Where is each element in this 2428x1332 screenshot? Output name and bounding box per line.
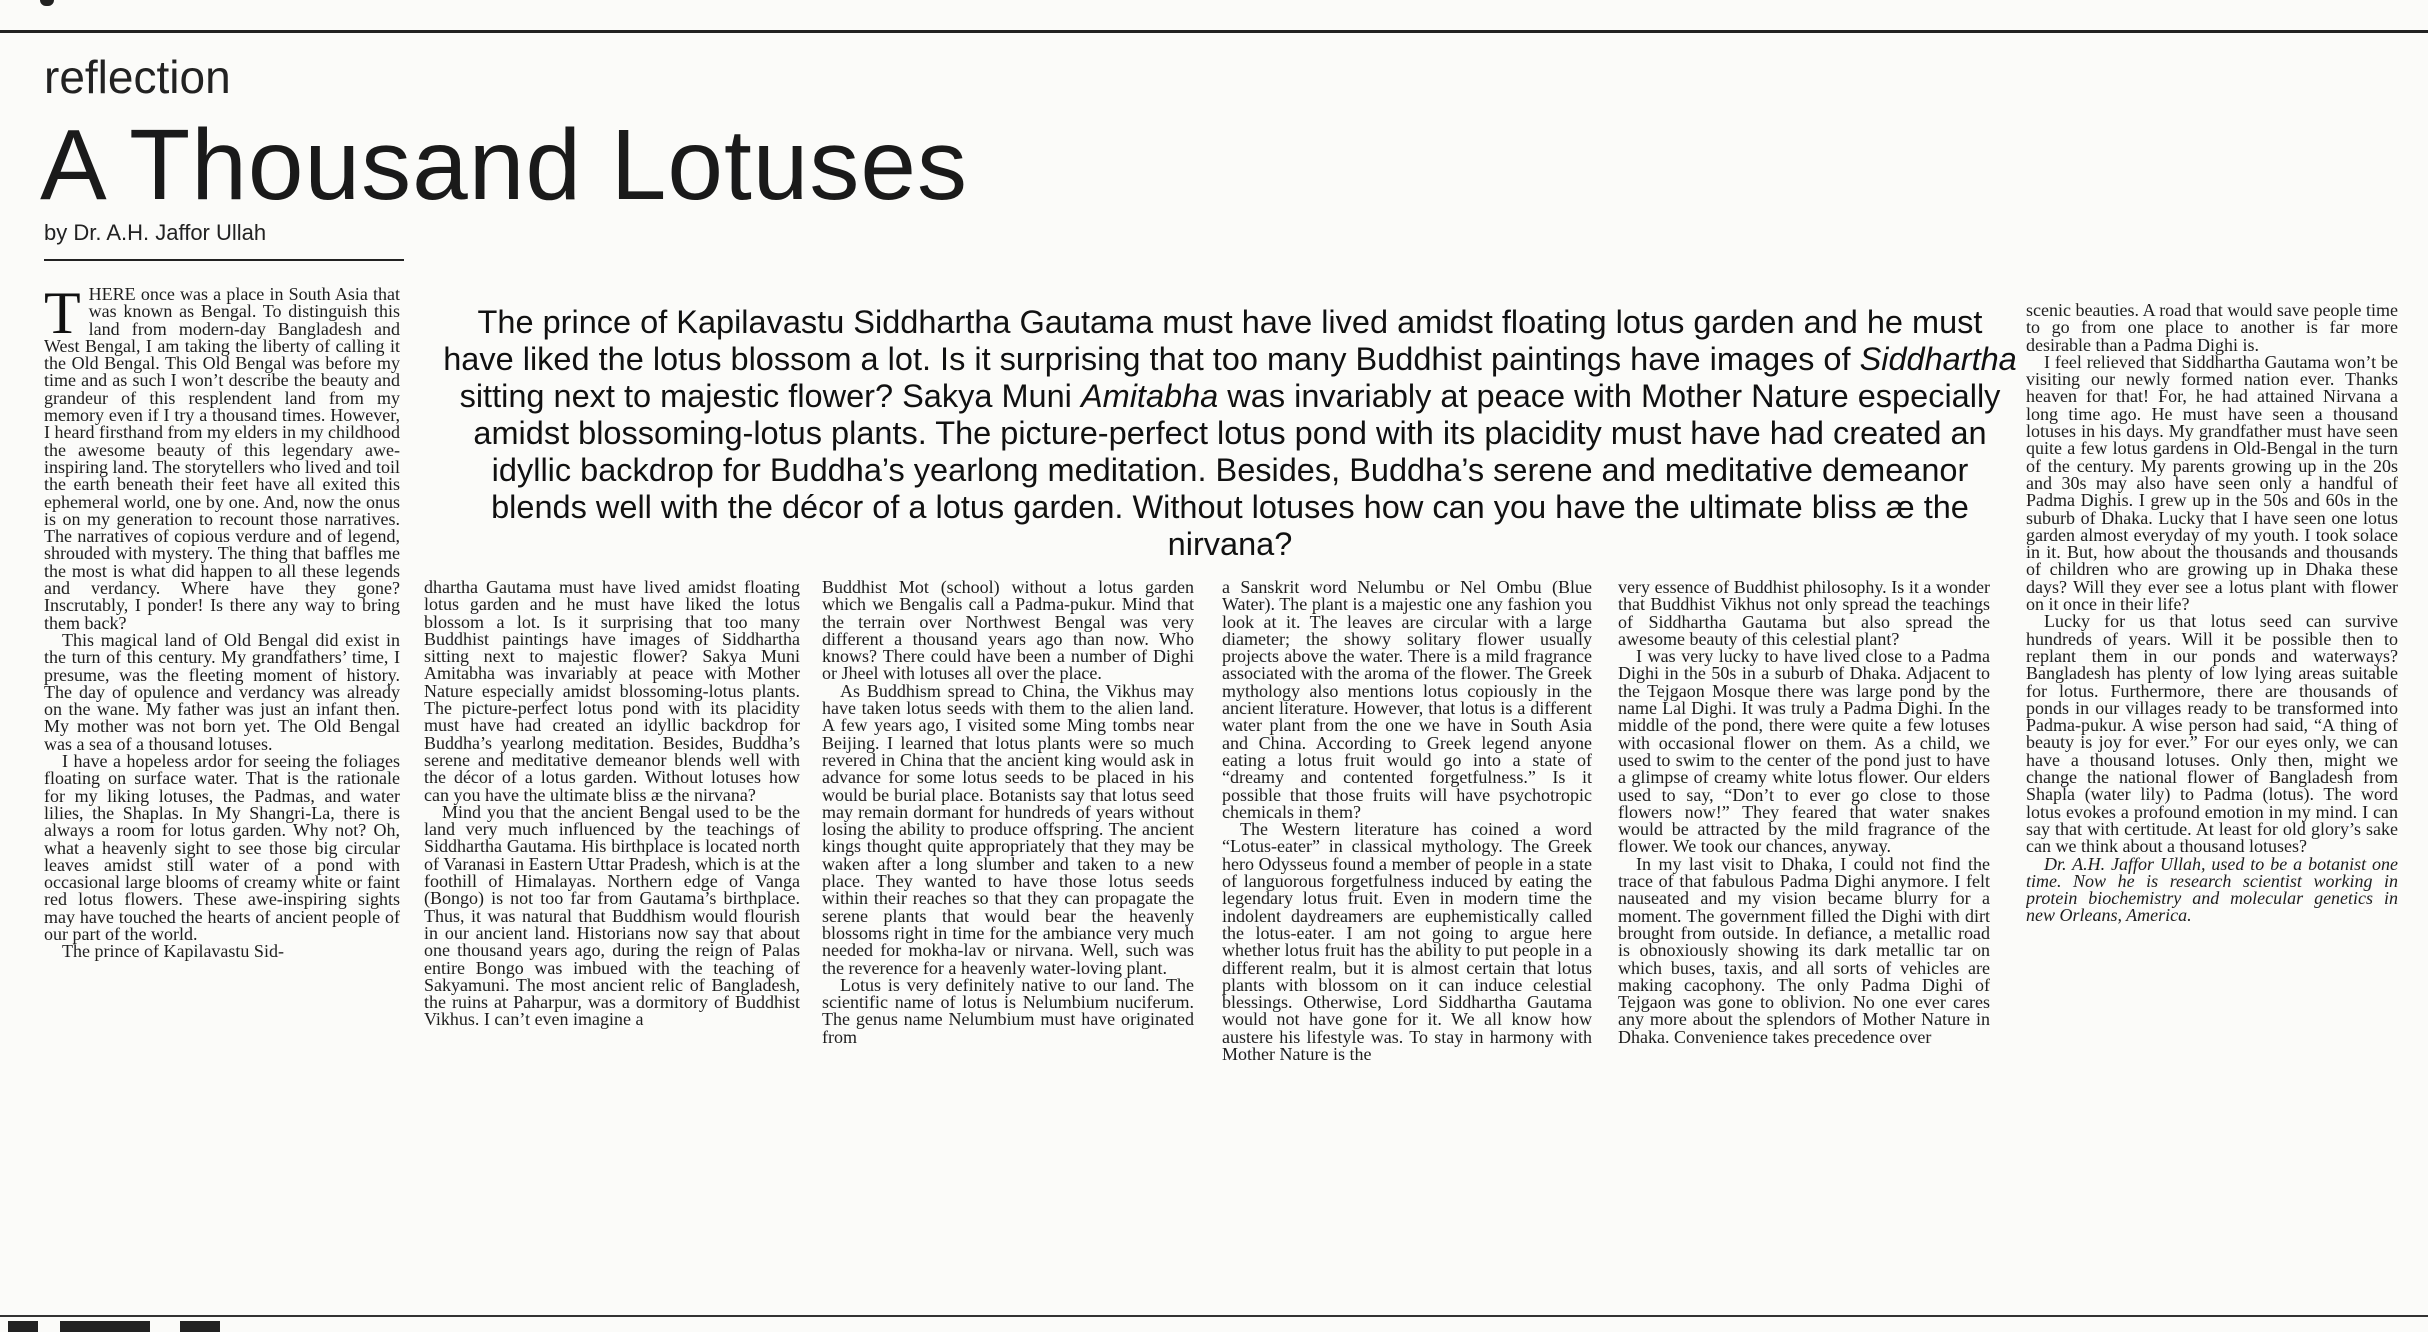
paragraph: Mind you that the ancient Bengal used to be the land very much influenced by the teachings of Siddhartha Gautama. His birthplace is located north of Varanasi in Eastern Uttar Pradesh, which is at the foothill of Himalayas. Northern edge of Vanga (Bongo) is not too far from Gautama’s birthplace. Thus, it was natural that Buddhism would flourish in our ancient land. Historians now say that about one thousand years ago, during the reign of Palas entire Bongo was imbued with the teaching of Sakyamuni. The most ancient relic of Bangladesh, the ruins at Paharpur, was a dormitory of Buddhist Vikhus. I can’t even imagine a [424,801,800,1030]
paragraph: I feel relieved that Siddhartha Gautama won’t be visiting our newly formed nation ever. Thanks heaven for that! For, he had attained Nirvana a long time ago. He must have seen a thousand lotuses in his days. My grandfather must have seen quite a few lotus gardens in Old-Bengal in the turn of the century. My parents growing up in the 20s and 30s may also have seen only a handful of Padma Dighis. I grew up in the 50s and 60s in the suburb of Dhaka. Lucky that I have seen one lotus garden almost everyday of my youth. I took solace in it. But, how about the thousands and thousands of children who are growing up in Dhaka these days? Will they ever see a lotus plant with flower on it once in their life? [2026,351,2398,615]
paragraph: The Western literature has coined a word “Lotus-eater” in classical mythology. The Greek hero Odysseus found a member of people in a state of languorous forgetfulness induced by eating the legendary lotus fruit. Even in modern time the indolent daydreamers are euphemistically called the lotus-eater. I am not going to argue here whether lotus fruit has the ability to put people in a different realm, but it is almost certain that lotus plants with blossom on it can induce celestial blessings. Otherwise, Lord Siddhartha Gautama would not have gone for it. We all know how austere his lifestyle was. To stay in harmony with Mother Nature is the [1222,819,1592,1065]
pull-quote-italic-1: Siddhartha [1859,341,2017,377]
cropped-text-fragment [8,1321,38,1332]
pull-quote-text-3: was invariably at peace with Mother Nature especially amidst blossoming-lotus plants. The picture-perfect lotus pond with its placidity must have had created an idyllic backdrop for Buddha’s yearlong meditation. Besides, Buddha’s serene and meditative demeanor blends well with the décor of a lotus garden. Without lotuses how can you have the ultimate bliss æ the nirvana? [473,378,2001,562]
text-column-2 [424,579,800,1297]
text-column-4 [1222,579,1592,1297]
byline: by Dr. A.H. Jaffor Ullah [44,220,267,245]
pull-quote [440,304,2020,563]
paragraph: a Sanskrit word Nelumbu or Nel Ombu (Blue Water). The plant is a majestic one any fashion you look at it. The leaves are circular with a large diameter; the showy solitary flower usually projects above the water. There is a mild fragrance associated with the aroma of the flower. The Greek mythology also mentions lotus copiously in the ancient literature. However, that lotus is a different water plant from the one we have in South Asia and China. According to Greek legend anyone eating a lotus fruit would go into a state of “dreamy and contented forgetfulness.” Is it possible that those fruits will have psychotropic chemicals in them? [1222,579,1592,822]
bottom-rule [0,1315,2428,1317]
page-edge-mark [40,0,54,6]
text-column-1 [44,286,400,1296]
paragraph: As Buddhism spread to China, the Vikhus may have taken lotus seeds with them to the alien land. A few years ago, I visited some Ming tombs near Beijing. I learned that lotus plants were so much revered in China that the ancient king would ask in advance for some lotus seeds to be placed in his would be burial place. Botanists say that lotus seed may remain dormant for hundreds of years without losing the ability to produce offspring. The ancient kings thought quite appropriately that they may be waken after a long slumber and taken to a new place. They wanted to have those lotus seeds within their reaches so that they can propagate the serene plants that would bear the heavenly blossoms right in time for the ambiance very much needed for mokha-lav or nirvana. Well, such was the reverence for a heavenly water-loving plant. [822,680,1194,978]
pull-quote-text-2: sitting next to majestic flower? Sakya Muni [459,378,1081,414]
paragraph: dhartha Gautama must have lived amidst floating lotus garden and he must have liked the lotus blossom a lot. Is it surprising that too many Buddhist paintings have images of Siddhartha sitting next to majestic flower? Sakya Muni Amitabha was invariably at peace with Mother Nature especially amidst blossoming-lotus plants. The picture-perfect lotus pond with its placidity must have had created an idyllic backdrop for Buddha’s yearlong meditation. Besides, Buddha’s serene and meditative demeanor blends well with the décor of a lotus garden. Without lotuses how can you have the ultimate bliss æ the nirvana? [424,579,800,805]
text-column-5 [1618,579,1990,1297]
text-column-6 [2026,302,2398,1297]
paragraph: I have a hopeless ardor for seeing the foliages floating on surface water. That is the rationale for my liking lotuses, the Padmas, and water lilies, the Shaplas. In My Shangri-La, there is always a room for lotus garden. Why not? Oh, what a heavenly sight to see those big circular leaves amidst still water of a pond with occasional large blooms of creamy white or faint red lotus flowers. These awe-inspiring sights may have touched the hearts of ancient people of our part of the world. [44,751,400,944]
pull-quote-text-1: The prince of Kapilavastu Siddhartha Gautama must have lived amidst floating lotus garden and he must have liked the lotus blossom a lot. Is it surprising that too many Buddhist paintings have images of [443,304,1983,377]
paragraph: Lotus is very definitely native to our land. The scientific name of lotus is Nelumbium nuciferum. The genus name Nelumbium must have originated from [822,974,1194,1047]
article-headline: A Thousand Lotuses [40,109,968,221]
cropped-text-fragment [180,1321,220,1332]
text-column-3 [822,579,1194,1297]
paragraph: Lucky for us that lotus seed can survive hundreds of years. Will it be possible then to replant them in our ponds and waterways? Bangladesh has plenty of low lying areas suitable for lotus. Furthermore, there are thousands of ponds in our villages ready to be transformed into Padma-pukur. A wise person had said, “A thing of beauty is joy for ever.” For our eyes only, we can have a thousand lotuses. Only then, might we change the national flower of Bangladesh from Shapla (water lily) to Padma (lotus). The word lotus evokes a profound emotion in my mind. I can say that with certitude. At least for old glory’s sake can we think about a thousand lotuses? [2026,611,2398,857]
section-kicker: reflection [44,51,231,103]
paragraph: Buddhist Mot (school) without a lotus garden which we Bengalis call a Padma-pukur. Mind that the terrain over Northwest Bengal was very different a thousand years ago than now. Who knows? There could have been a number of Dighi or Jheel with lotuses all over the place. [822,579,1194,684]
top-rule [0,30,2428,33]
paragraph: This magical land of Old Bengal did exist in the turn of this century. My grandfathers’ time, I presume, was the fleeting moment of history. The day of opulence and verdancy was already on the wane. My father was just an infant then. My mother was not born yet. The Old Bengal was a sea of a thousand lotuses. [44,629,400,754]
paragraph-text: HERE once was a place in South Asia that was known as Bengal. To distinguish this land from modern-day Bangladesh and West Bengal, I am taking the liberty of calling it the Old Bengal. This Old Bengal was before my time and as such I won’t describe the beauty and grandeur of this resplendent land from my memory even if I try a thousand times. However, I heard firsthand from my elders in my childhood the awesome beauty of this legendary awe-inspiring land. The storytellers who lived and toil the earth beneath their feet have all exited this ephemeral world, one by one. And, now the onus is on my generation to recount those narratives. The narratives of copious verdure and of legend, shrouded with mystery. The thing that baffles me the most is what did happen to all these legends and verdancy. Where have they gone? Inscrutably, I ponder! Is there any way to bring them back? [44,286,400,633]
drop-cap: T [44,286,81,346]
byline-rule [44,259,404,261]
pull-quote-italic-2: Amitabha [1080,378,1219,414]
paragraph [44,286,400,632]
paragraph: I was very lucky to have lived close to a Padma Dighi in the 50s in a suburb of Dhaka. Adjacent to the Tejgaon Mosque there was large pond by the name Lal Dighi. It was truly a Padma Dighi. In the middle of the pond, there were quite a few lotuses with occasional flower on them. As a child, we used to swim to the center of the pond just to have a glimpse of creamy white lotus flower. Our elders used to say, “Don’t to ever go close to those flowers now!” They feared that water snakes would be attracted by the mild fragrance of the flower. We took our chances, anyway. [1618,646,1990,857]
paragraph: very essence of Buddhist philosophy. Is it a wonder that Buddhist Vikhus not only spread the teachings of Siddhartha Gautama but also spread the awesome beauty of this celestial plant? [1618,579,1990,649]
paragraph: scenic beauties. A road that would save people time to go from one place to another is far more desirable than a Padma Dighi is. [2026,302,2398,355]
cropped-text-fragment [60,1321,150,1332]
paragraph: In my last visit to Dhaka, I could not find the trace of that fabulous Padma Dighi anymore. I felt nauseated and my vision became blurry for a moment. The government filled the Dighi with dirt brought from outside. In defiance, a metallic road is obnoxiously showing its dark metallic tar on which buses, taxis, and all sorts of vehicles are making cacophony. The only Padma Dighi of Tejgaon was gone to oblivion. No one ever cares any more about the splendors of Mother Nature in Dhaka. Convenience takes precedence over [1618,853,1990,1047]
author-bio: Dr. A.H. Jaffor Ullah, used to be a botanist one time. Now he is research scientist working in protein biochemistry and molecular genetics in new Orleans, America. [2026,853,2398,926]
paragraph: The prince of Kapilavastu Sid- [62,941,284,962]
